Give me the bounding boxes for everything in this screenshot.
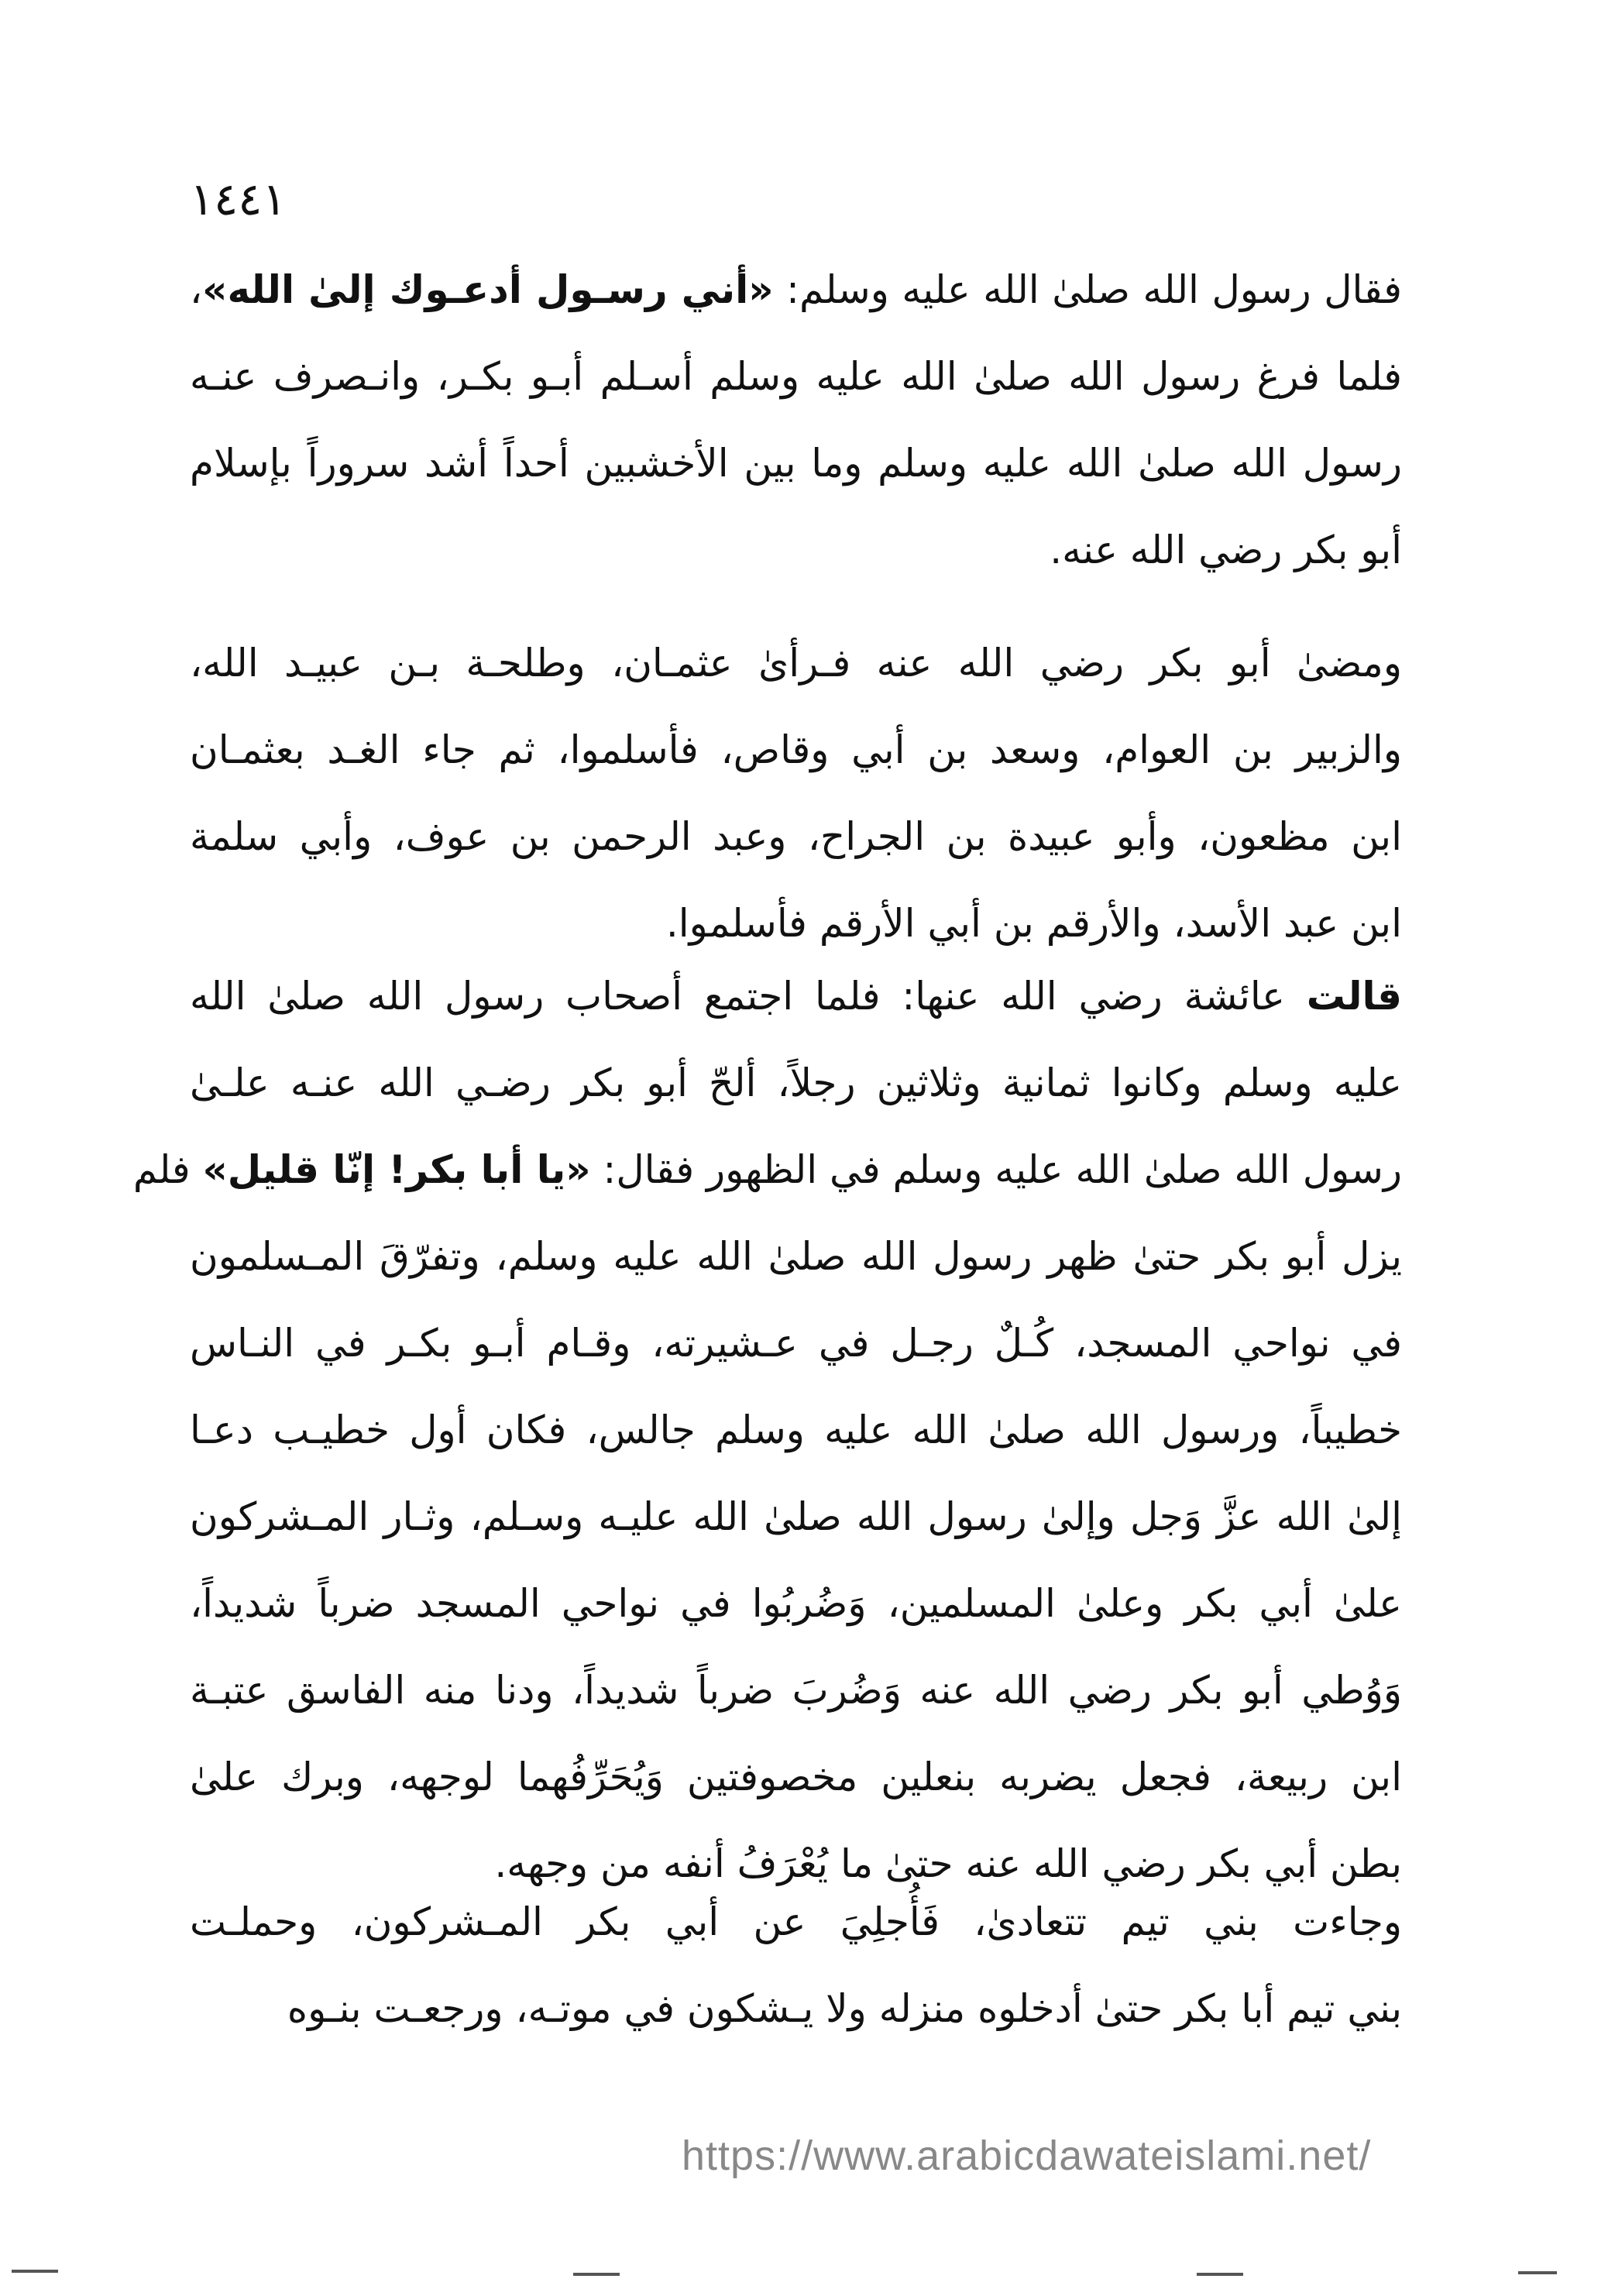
text-segment: فقال رسول الله صلىٰ الله عليه وسلم: xyxy=(773,267,1402,312)
text-segment: فلم xyxy=(132,1147,203,1192)
text-line xyxy=(190,1965,1402,2052)
text-line xyxy=(190,1734,1402,1820)
text-line xyxy=(190,1878,1402,1965)
text-segment: وَوُطي أبو بكر رضي الله عنه وَضُربَ ضرباً شديداً، ودنا منه الفاسق عتبـة xyxy=(190,1668,1402,1713)
text-line xyxy=(190,706,1402,793)
text-line xyxy=(132,1126,1402,1213)
page-number: ١٤٤١ xyxy=(190,173,287,225)
text-segment: وجاءت بني تيم تتعادىٰ، فَأُجلِيَ عن أبي بكر المـشركون، وحملـت xyxy=(190,1899,1402,1944)
text-segment: ابن عبد الأسد، والأرقم بن أبي الأرقم فأسلموا. xyxy=(665,901,1402,946)
text-segment: ومضىٰ أبو بكر رضي الله عنه فـرأىٰ عثمـان، وطلحـة بـن عبيـد الله، xyxy=(190,641,1402,686)
text-segment: خطيباً، ورسول الله صلىٰ الله عليه وسلم جالس، فكان أول خطيـب دعـا xyxy=(190,1408,1402,1452)
text-segment: إلىٰ الله عزَّ وَجل وإلىٰ رسول الله صلىٰ الله عليـه وسـلم، وثـار المـشركون xyxy=(190,1494,1402,1539)
text-line xyxy=(190,420,1402,507)
text-line xyxy=(190,1213,1402,1300)
text-line xyxy=(190,1300,1402,1387)
text-segment: عائشة رضي الله عنها: فلما اجتمع أصحاب رسول الله صلىٰ الله xyxy=(190,974,1307,1019)
text-segment: رسول الله صلىٰ الله عليه وسلم وما بين الأخشبين أحداً أشد سروراً بإسلام xyxy=(190,441,1402,486)
text-segment: علىٰ أبي بكر وعلىٰ المسلمين، وَضُربُوا في نواحي المسجد ضرباً شديداً، xyxy=(190,1581,1402,1626)
text-segment: في نواحي المسجد، كُـلٌ رجـل في عـشيرته، وقـام أبـو بكـر في النـاس xyxy=(190,1321,1402,1366)
text-line xyxy=(190,793,1402,880)
text-line xyxy=(190,1647,1402,1734)
text-line xyxy=(190,246,1402,333)
paragraph-2 xyxy=(190,620,1402,967)
text-segment: بني تيم أبا بكر حتىٰ أدخلوه منزله ولا يـشكون في موتـه، ورجعـت بنـوه xyxy=(287,1986,1402,2031)
paragraph-4 xyxy=(190,1878,1402,2052)
text-segment: ، xyxy=(190,267,203,312)
text-segment: عليه وسلم وكانوا ثمانية وثلاثين رجلاً، ألحّ أبو بكر رضـي الله عنـه علـىٰ xyxy=(190,1060,1402,1105)
text-segment: أبو بكر رضي الله عنه. xyxy=(1050,528,1402,572)
text-line xyxy=(190,1473,1402,1560)
bold-text-segment: «يا أبا بكر! إنّا قليل» xyxy=(202,1147,591,1192)
watermark-url: https://www.arabicdawateislami.net/ xyxy=(682,2133,1372,2179)
text-line xyxy=(190,1040,1402,1126)
text-segment: فلما فرغ رسول الله صلىٰ الله عليه وسلم أسـلم أبـو بكـر، وانـصرف عنـه xyxy=(190,354,1402,399)
text-segment: ابن ربيعة، فجعل يضربه بنعلين مخصوفتين وَيُحَرِّفُهما لوجهه، وبرك علىٰ xyxy=(190,1755,1402,1799)
text-segment: والزبير بن العوام، وسعد بن أبي وقاص، فأسلموا، ثم جاء الغـد بعثمـان xyxy=(190,727,1402,772)
text-line xyxy=(190,1387,1402,1473)
bold-text-segment: «أني رسـول أدعـوك إلىٰ الله» xyxy=(202,267,774,312)
text-line xyxy=(190,1560,1402,1647)
paragraph-1 xyxy=(190,246,1402,593)
text-segment: يزل أبو بكر حتىٰ ظهر رسول الله صلىٰ الله عليه وسلم، وتفرّقَ المـسلمون xyxy=(190,1234,1402,1279)
text-line xyxy=(190,953,1402,1040)
text-segment: ابن مظعون، وأبو عبيدة بن الجراح، وعبد الرحمن بن عوف، وأبي سلمة xyxy=(190,814,1402,859)
text-line xyxy=(190,507,1402,593)
bold-text-segment: قالت xyxy=(1306,974,1402,1019)
text-segment: رسول الله صلىٰ الله عليه وسلم في الظهور فقال: xyxy=(590,1147,1402,1192)
text-segment: بطن أبي بكر رضي الله عنه حتىٰ ما يُعْرَفُ أنفه من وجهه. xyxy=(494,1841,1402,1886)
text-line xyxy=(190,620,1402,706)
scan-edge-marks xyxy=(0,2262,1608,2293)
paragraph-3 xyxy=(132,953,1402,1907)
text-line xyxy=(190,333,1402,420)
